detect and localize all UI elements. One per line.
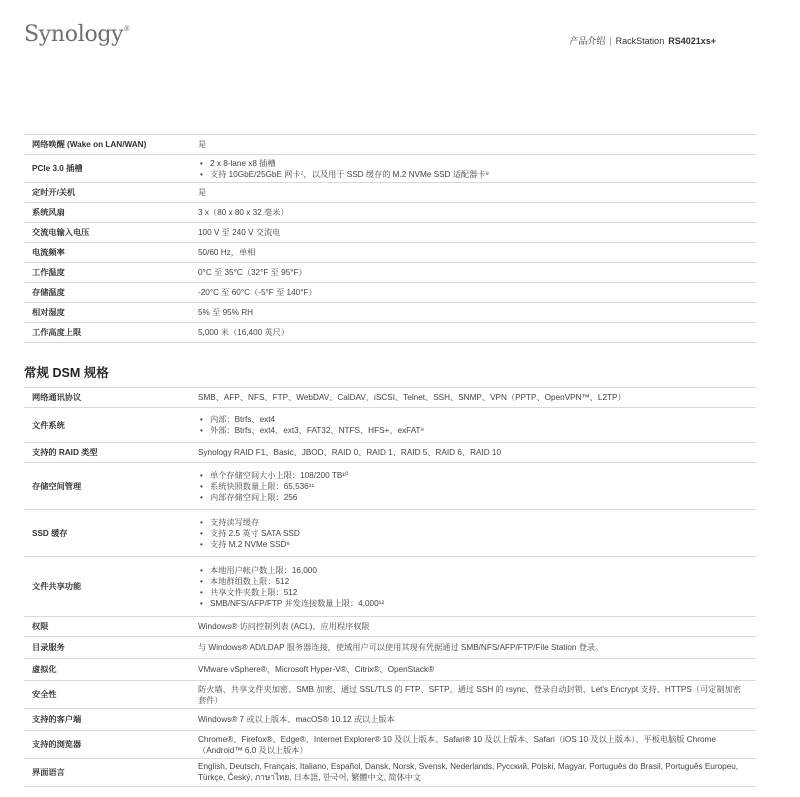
- table-row: [24, 681, 756, 709]
- spec-label: 权限: [24, 617, 190, 637]
- spec-label: 安全性: [24, 681, 190, 709]
- registered-mark: ®: [123, 25, 131, 33]
- table-row: [24, 155, 756, 183]
- spec-value: -20°C 至 60°C（-5°F 至 140°F）: [190, 283, 756, 303]
- table-row: [24, 463, 756, 510]
- spec-value: [190, 463, 756, 510]
- spec-value: 防火墙、共享文件夹加密、SMB 加密、通过 SSL/TLS 的 FTP、SFTP、通过 SSH 的 rsync、登录自动封锁、Let's Encrypt 支持、HTTPS（可定制加密套件）: [190, 681, 756, 709]
- spec-value: 是: [190, 135, 756, 155]
- spec-label: 电流频率: [24, 243, 190, 263]
- spec-value: English, Deutsch, Français, Italiano, Español, Dansk, Norsk, Svensk, Nederlands, Русский, Polski, Magyar, Português do Brasil, Português Europeu, Türkçe, Český, ภาษาไทย, 日本語, 한국어, 繁體中文, 简体中文: [190, 759, 756, 787]
- table-row: [24, 303, 756, 323]
- table-row: [24, 323, 756, 343]
- spec-label: 支持的客户端: [24, 709, 190, 731]
- list-item: • 支持 2.5 英寸 SATA SSD: [198, 528, 748, 539]
- spec-value: 0°C 至 35°C（32°F 至 95°F）: [190, 263, 756, 283]
- model-name: RS4021xs+: [668, 36, 716, 46]
- list-item: • 系统快照数量上限：65,536¹¹: [198, 481, 748, 492]
- spec-value: 100 V 至 240 V 交流电: [190, 223, 756, 243]
- list-item: • 本地群组数上限：512: [198, 576, 748, 587]
- table-row: [24, 617, 756, 637]
- table-row: [24, 283, 756, 303]
- list-item: • 内部：Btrfs、ext4: [198, 414, 748, 425]
- spec-value: 是: [190, 183, 756, 203]
- spec-label: 界面语言: [24, 759, 190, 787]
- spec-value: 5,000 米（16,400 英尺）: [190, 323, 756, 343]
- list-item: • 支持 10GbE/25GbE 网卡⁷，以及用于 SSD 缓存的 M.2 NVMe SSD 适配器卡⁸: [198, 169, 748, 180]
- spec-label: 交流电输入电压: [24, 223, 190, 243]
- spec-label: 相对湿度: [24, 303, 190, 323]
- spec-label: 存储温度: [24, 283, 190, 303]
- table-row: [24, 203, 756, 223]
- list-item: • 支持读写缓存: [198, 517, 748, 528]
- table-row: [24, 637, 756, 659]
- list-item: • 2 x 8-lane x8 插槽: [198, 158, 748, 169]
- spec-value: Windows® 访问控制列表 (ACL)、应用程序权限: [190, 617, 756, 637]
- synology-logo: Synology®: [24, 22, 131, 47]
- spec-value: VMware vSphere®、Microsoft Hyper-V®、Citrix®、OpenStack®: [190, 659, 756, 681]
- dsm-spec-table: [24, 387, 756, 787]
- spec-label: 目录服务: [24, 637, 190, 659]
- spec-label: 文件共享功能: [24, 557, 190, 617]
- spec-label: 系统风扇: [24, 203, 190, 223]
- table-row: [24, 731, 756, 759]
- spec-value: Synology RAID F1、Basic、JBOD、RAID 0、RAID 1、RAID 5、RAID 6、RAID 10: [190, 443, 756, 463]
- list-item: • 内部存储空间上限：256: [198, 492, 748, 503]
- spec-label: 虚拟化: [24, 659, 190, 681]
- spec-value: [190, 510, 756, 557]
- spec-label: 网络通讯协议: [24, 388, 190, 408]
- list-item: • 本地用户帐户数上限：16,000: [198, 565, 748, 576]
- table-row: [24, 759, 756, 787]
- dsm-section-title: 常规 DSM 规格: [24, 366, 109, 380]
- breadcrumb-product-intro: 产品介绍: [569, 36, 606, 46]
- table-row: [24, 263, 756, 283]
- table-row: [24, 443, 756, 463]
- breadcrumb-rackstation: RackStation: [615, 36, 665, 46]
- spec-value: 3 x（80 x 80 x 32 毫米）: [190, 203, 756, 223]
- spec-value: [190, 557, 756, 617]
- spec-content: [24, 134, 756, 787]
- spec-label: 文件系统: [24, 408, 190, 443]
- table-row: [24, 183, 756, 203]
- table-row: [24, 557, 756, 617]
- spec-label: 定时开/关机: [24, 183, 190, 203]
- list-item: • 共享文件夹数上限：512: [198, 587, 748, 598]
- spec-label: SSD 缓存: [24, 510, 190, 557]
- table-row: [24, 709, 756, 731]
- list-item: • 单个存储空间大小上限：108/200 TB¹⁰: [198, 470, 748, 481]
- spec-value: Chrome®、Firefox®、Edge®、Internet Explorer® 10 及以上版本、Safari® 10 及以上版本、Safari（iOS 10 及以上版本）、平板电脑版 Chrome（Android™ 6.0 及以上版本）: [190, 731, 756, 759]
- page-header: [0, 0, 800, 70]
- list-item: • 支持 M.2 NVMe SSD⁸: [198, 539, 748, 550]
- breadcrumb: [569, 34, 716, 47]
- list-item: • SMB/NFS/AFP/FTP 并发连接数量上限：4,000¹²: [198, 598, 748, 609]
- spec-value: 5% 至 95% RH: [190, 303, 756, 323]
- spec-value: Windows® 7 或以上版本、macOS® 10.12 或以上版本: [190, 709, 756, 731]
- table-row: [24, 408, 756, 443]
- table-row: [24, 135, 756, 155]
- spec-value: 50/60 Hz，单相: [190, 243, 756, 263]
- spec-label: 网络唤醒 (Wake on LAN/WAN): [24, 135, 190, 155]
- table-row: [24, 243, 756, 263]
- list-item: • 外部：Btrfs、ext4、ext3、FAT32、NTFS、HFS+、exFAT⁹: [198, 425, 748, 436]
- spec-value: SMB、AFP、NFS、FTP、WebDAV、CalDAV、iSCSI、Telnet、SSH、SNMP、VPN（PPTP、OpenVPN™、L2TP）: [190, 388, 756, 408]
- spec-label: 存储空间管理: [24, 463, 190, 510]
- hardware-spec-table: [24, 134, 756, 343]
- spec-label: 支持的浏览器: [24, 731, 190, 759]
- table-row: [24, 388, 756, 408]
- table-row: [24, 510, 756, 557]
- spec-label: 工作温度: [24, 263, 190, 283]
- spec-value: [190, 155, 756, 183]
- spec-value: [190, 408, 756, 443]
- spec-value: 与 Windows® AD/LDAP 服务器连接，使域用户可以使用其现有凭据通过 SMB/NFS/AFP/FTP/File Station 登录。: [190, 637, 756, 659]
- table-row: [24, 659, 756, 681]
- spec-label: 支持的 RAID 类型: [24, 443, 190, 463]
- breadcrumb-separator: |: [609, 36, 612, 46]
- spec-label: 工作高度上限: [24, 323, 190, 343]
- spec-label: PCIe 3.0 插槽: [24, 155, 190, 183]
- table-row: [24, 223, 756, 243]
